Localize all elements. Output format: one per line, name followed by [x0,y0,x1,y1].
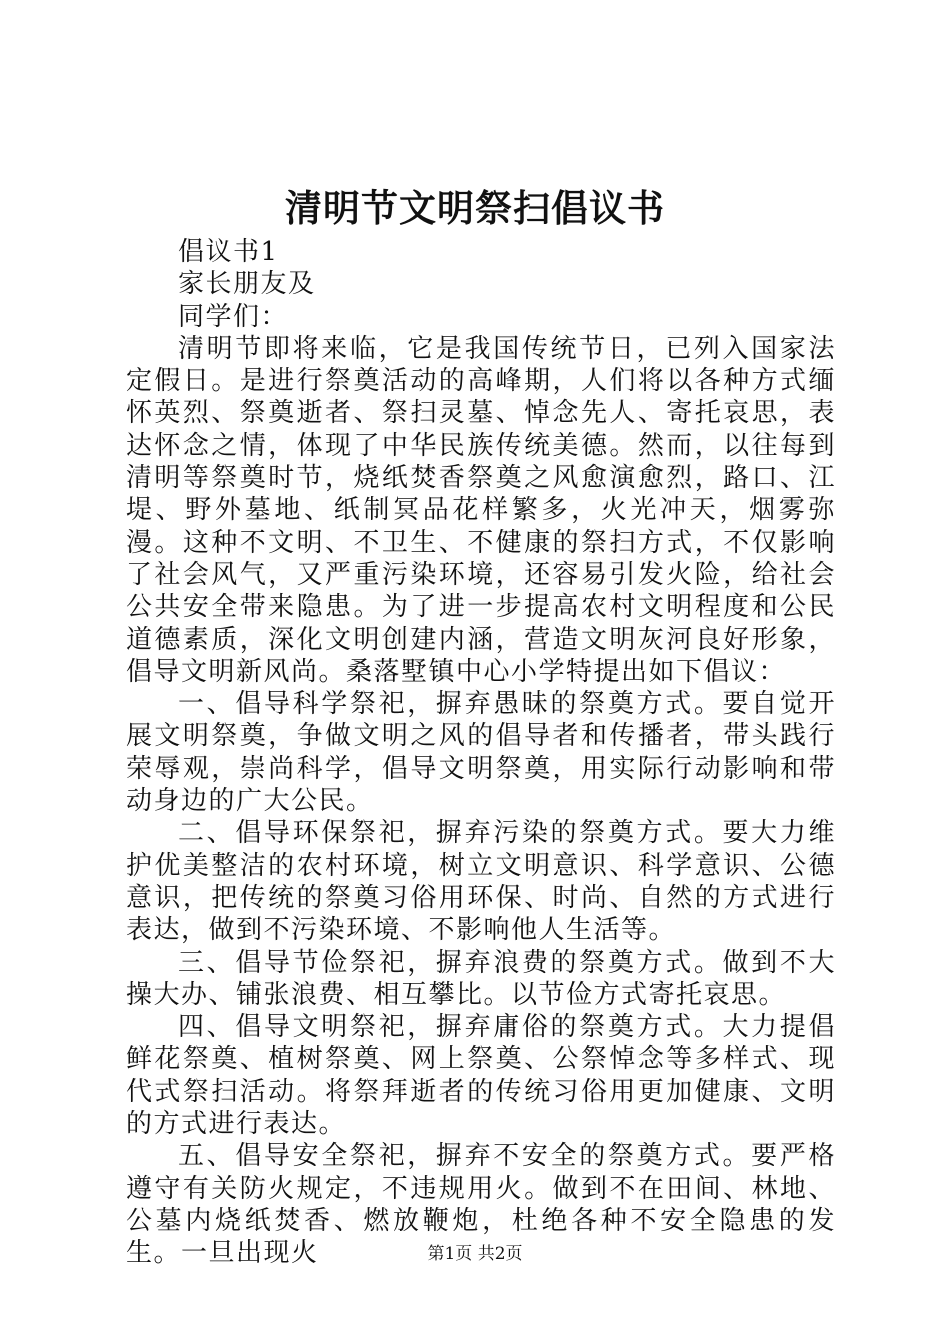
page-footer: 第1页 共2页 [427,1244,523,1264]
proposal-5-paragraph: 五、倡导安全祭祀，摒弃不安全的祭奠方式。要严格遵守有关防火规定，不违规用火。做到不在田间、林地、公墓内烧纸焚香、燃放鞭炮，杜绝各种不安全隐患的发生。一旦出现火 [126,1141,836,1269]
proposal-3-paragraph: 三、倡导节俭祭祀，摒弃浪费的祭奠方式。做到不大操大办、铺张浪费、相互攀比。以节俭方式寄托哀思。 [126,947,836,1010]
document-body [126,236,836,1270]
salutation-line-2: 同学们： [178,301,289,332]
proposal-2-paragraph: 二、倡导环保祭祀，摒弃污染的祭奠方式。要大力维护优美整洁的农村环境，树立文明意识、科学意识、公德意识，把传统的祭奠习俗用环保、时尚、自然的方式进行表达，做到不污染环境、不影响他人生活等。 [126,818,836,946]
intro-paragraph: 清明节即将来临，它是我国传统节日，已列入国家法定假日。是进行祭奠活动的高峰期，人们将以各种方式缅怀英烈、祭奠逝者、祭扫灵墓、悼念先人、寄托哀思，表达怀念之情，体现了中华民族传统美德。然而，以往每到清明等祭奠时节，烧纸焚香祭奠之风愈演愈烈，路口、江堤、野外墓地、纸制冥品花样繁多，火光冲天，烟雾弥漫。这种不文明、不卫生、不健康的祭扫方式，不仅影响了社会风气，又严重污染环境，还容易引发火险，给社会公共安全带来隐患。为了进一步提高农村文明程度和公民道德素质，深化文明创建内涵，营造文明灰河良好形象，倡导文明新风尚。桑落墅镇中心小学特提出如下倡议： [126,333,836,687]
proposal-4-paragraph: 四、倡导文明祭祀，摒弃庸俗的祭奠方式。大力提倡鲜花祭奠、植树祭奠、网上祭奠、公祭悼念等多样式、现代式祭扫活动。将祭拜逝者的传统习俗用更加健康、文明的方式进行表达。 [126,1012,836,1140]
proposal-1-paragraph: 一、倡导科学祭祀，摒弃愚昧的祭奠方式。要自觉开展文明祭奠，争做文明之风的倡导者和传播者，带头践行荣辱观，崇尚科学，倡导文明祭奠，用实际行动影响和带动身边的广大公民。 [126,689,836,817]
opening-line: 倡议书1 [178,237,279,267]
document-title: 清明节文明祭扫倡议书 [285,186,665,230]
salutation-line-1: 家长朋友及 [178,269,316,300]
